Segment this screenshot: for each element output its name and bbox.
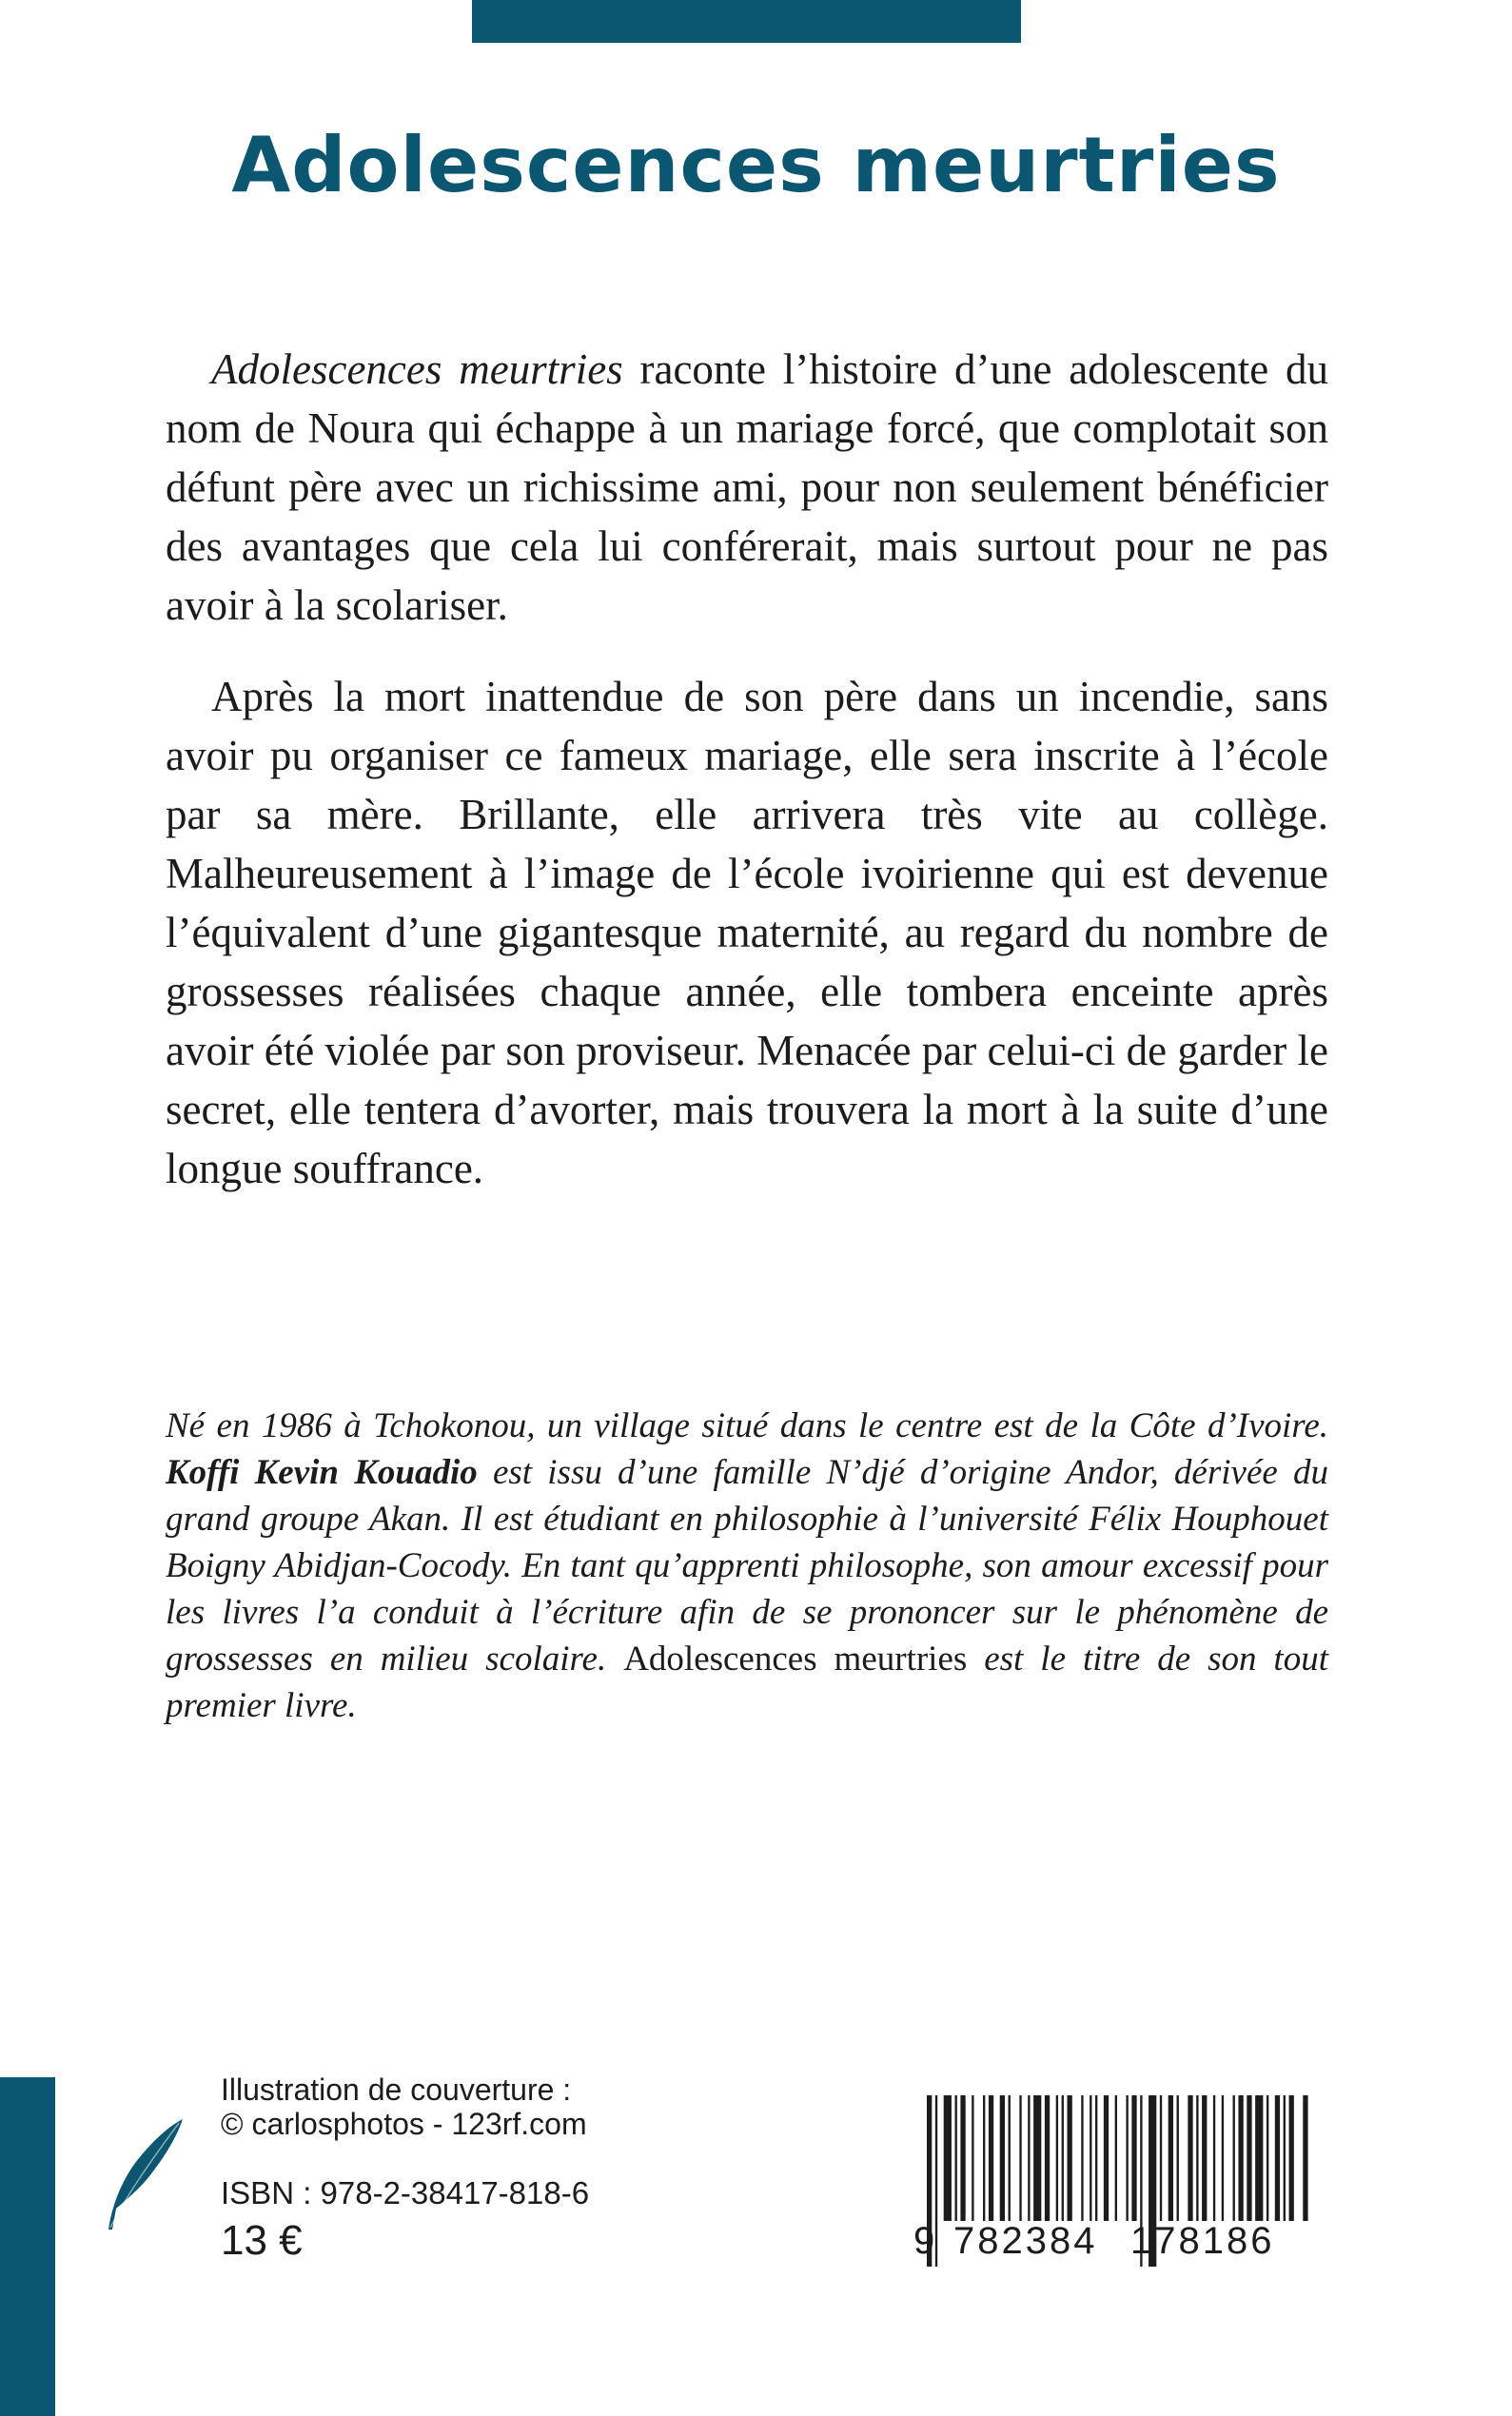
barcode-bar: [983, 2095, 985, 2221]
barcode-bar: [1095, 2095, 1097, 2221]
summary-paragraph-1-text: raconte l’histoire d’une adolescente du nom de Noura qui échappe à un mariage forcé, que complotait son défunt père avec un richissime ami, pour non seulement bénéficier des avantages que cela lui conférerait, mais surtout pour ne pas avoir à la scolariser.: [166, 345, 1328, 629]
barcode-digit-group-1: 782384: [953, 2220, 1098, 2262]
barcode-bar: [1247, 2095, 1251, 2221]
barcode-bar: [1081, 2095, 1083, 2221]
barcode-bar: [1115, 2095, 1117, 2221]
price-text: 13 €: [221, 2217, 303, 2264]
top-accent-bar: [472, 0, 1021, 43]
barcode-bar: [1090, 2095, 1091, 2221]
summary-paragraph-1: [166, 340, 1328, 635]
barcode-bar: [1000, 2095, 1005, 2221]
summary-paragraph-2: Après la mort inattendue de son père dans un incendie, sans avoir pu organiser ce fameux mariage, elle sera inscrite à l’école par sa mère. Brillante, elle arrivera très vite au collège. Malheureusement à l’image de l’école ivoirienne qui est devenue l’équivalent d’une gigantesque maternité, au regard du nombre de grossesses réalisées chaque année, elle tombera enceinte après avoir été violée par son proviseur. Menacée par celui-ci de garder le secret, elle tentera d’avorter, mais trouvera la mort à la suite d’une longue souffrance.: [166, 673, 1328, 1192]
barcode-bar: [1104, 2095, 1109, 2221]
barcode-bar: [944, 2095, 952, 2221]
barcode-bar: [955, 2095, 957, 2221]
book-title: Adolescences meurtries: [231, 121, 1281, 209]
barcode-bar: [1009, 2095, 1011, 2221]
barcode-bar: [935, 2095, 937, 2267]
bottom-left-accent-bar: [0, 2077, 55, 2416]
barcode-bar: [1238, 2095, 1243, 2221]
barcode-bar: [1126, 2095, 1128, 2221]
barcode-bar: [989, 2095, 993, 2221]
author-bio: [166, 1403, 1328, 1729]
barcode-bar: [1284, 2095, 1286, 2221]
barcode-bar: [1045, 2095, 1050, 2221]
illustration-credit-label: Illustration de couverture :: [221, 2072, 572, 2107]
barcode-bar: [1222, 2095, 1224, 2221]
barcode-bar: [1033, 2095, 1041, 2221]
bio-part-3: est le titre de son tout premier livre.: [166, 1640, 1328, 1725]
barcode-bar: [1056, 2095, 1058, 2221]
barcode-bar: [1213, 2095, 1215, 2221]
barcode-bar: [1255, 2095, 1263, 2221]
barcode-bar: [1202, 2095, 1207, 2221]
barcode-bar: [1188, 2095, 1192, 2221]
barcode-bar: [1160, 2095, 1162, 2221]
barcode-bar: [1028, 2095, 1030, 2221]
barcode-first-digit: 9: [913, 2220, 935, 2262]
bio-part-1: Né en 1986 à Tchokonou, un village situé dans le centre est de la Côte d’Ivoire.: [166, 1406, 1328, 1445]
barcode-bar: [1131, 2095, 1136, 2221]
illustration-credit-source: © carlosphotos - 123rf.com: [221, 2107, 587, 2141]
barcode-bar: [1177, 2095, 1179, 2221]
barcode-digit-group-2: 178186: [1130, 2220, 1275, 2262]
barcode-bar: [1196, 2095, 1198, 2221]
barcode-bar: [1289, 2095, 1294, 2221]
barcode-bar: [1233, 2095, 1235, 2221]
barcode-bar: [1267, 2095, 1268, 2221]
barcode-bar: [1062, 2095, 1064, 2221]
summary-text: [166, 340, 1328, 1230]
author-name: Koffi Kevin Kouadio: [166, 1453, 478, 1492]
bio-part-2: est issu d’une famille N’djé d’origine Andor, dérivée du grand groupe Akan. Il est étudiant en philosophie à l’université Félix Houphouet Boigny Abidjan-Cocody. En tant qu’apprenti philosophe, son amour excessif pour les livres l’a conduit à l’écriture afin de se prononcer sur le phénomène de grossesses en milieu scolaire.: [166, 1453, 1329, 1679]
summary-book-title: Adolescences meurtries: [211, 345, 623, 393]
feather-logo-icon: [103, 2117, 185, 2231]
barcode-bar: [1068, 2095, 1072, 2221]
barcode-bar: [960, 2095, 965, 2221]
barcode-bar: [972, 2095, 973, 2221]
barcode-bar: [1019, 2095, 1021, 2221]
barcode-bar: [1303, 2095, 1307, 2221]
bio-book-title: Adolescences meurtries: [623, 1640, 968, 1679]
barcode-bar: [1275, 2095, 1280, 2221]
publisher-info: [221, 2072, 590, 2264]
isbn-text: ISBN : 978-2-38417-818-6: [221, 2175, 590, 2210]
barcode-bar: [1168, 2095, 1173, 2221]
